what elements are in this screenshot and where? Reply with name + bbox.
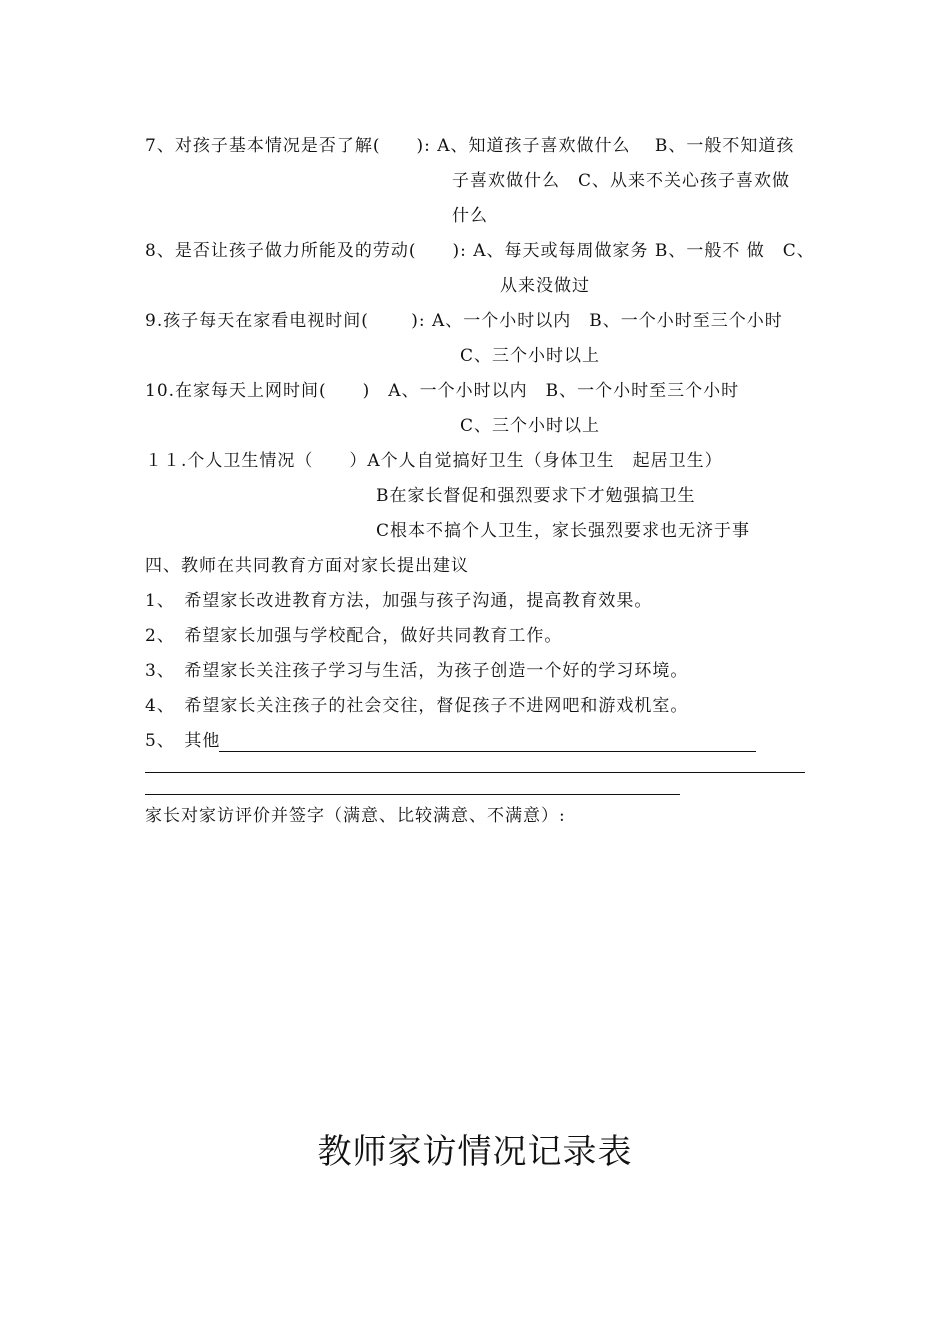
q9-line-1: 9.孩子每天在家看电视时间( ): A、一个小时以内 B、一个小时至三个小时 [145,311,783,331]
other-blank-line-3 [145,794,680,795]
parent-signature-label: 家长对家访评价并签字（满意、比较满意、不满意）: [145,806,566,826]
q7-line-3: 什么 [452,206,488,226]
q11-line-1: １１.个人卫生情况（ ）A个人自觉搞好卫生（身体卫生 起居卫生） [145,451,723,471]
q11-line-2: B在家长督促和强烈要求下才勉强搞卫生 [376,486,696,506]
suggestion-1: 1、 希望家长改进教育方法，加强与孩子沟通，提高教育效果。 [145,591,653,611]
other-blank-line-1 [219,751,756,752]
suggestion-3: 3、 希望家长关注孩子学习与生活，为孩子创造一个好的学习环境。 [145,661,689,681]
q8-line-2: 从来没做过 [500,276,590,296]
q10-line-2: C、三个小时以上 [460,416,601,436]
suggestion-4: 4、 希望家长关注孩子的社会交往，督促孩子不进网吧和游戏机室。 [145,696,689,716]
q11-line-3: C根本不搞个人卫生，家长强烈要求也无济于事 [376,521,751,541]
q9-line-2: C、三个小时以上 [460,346,601,366]
suggestion-5-other: 5、 其他 [145,731,221,751]
other-blank-line-2 [145,772,805,773]
suggestion-2: 2、 希望家长加强与学校配合，做好共同教育工作。 [145,626,563,646]
q7-line-1: 7、对孩子基本情况是否了解( ): A、知道孩子喜欢做什么 B、一般不知道孩 [145,136,795,156]
form-title: 教师家访情况记录表 [317,1132,633,1172]
q8-line-1: 8、是否让孩子做力所能及的劳动( ): A、每天或每周做家务 B、一般不 做 C、 [145,241,815,261]
q7-line-2: 子喜欢做什么 C、从来不关心孩子喜欢做 [452,171,791,191]
section4-heading: 四、教师在共同教育方面对家长提出建议 [145,556,469,576]
q10-line-1: 10.在家每天上网时间( ) A、一个小时以内 B、一个小时至三个小时 [145,381,740,401]
